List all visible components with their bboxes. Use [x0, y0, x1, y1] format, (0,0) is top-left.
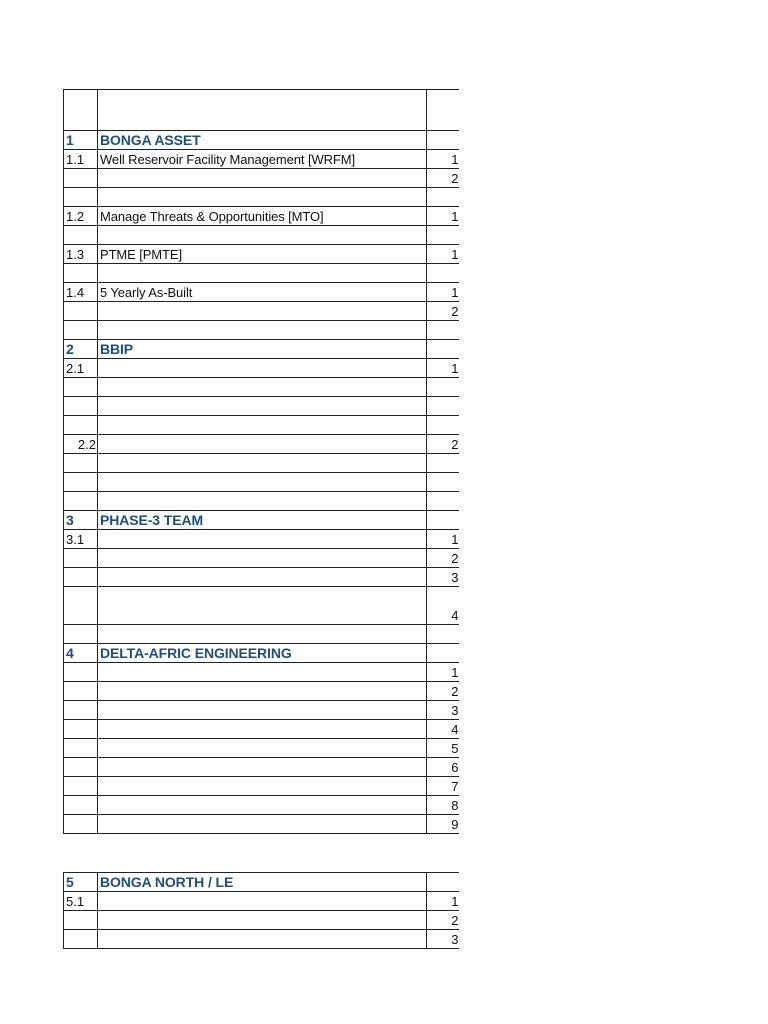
- section-row: [64, 644, 459, 663]
- table-row: [64, 930, 459, 949]
- cell-number[interactable]: [64, 321, 98, 340]
- table-row: [64, 150, 459, 169]
- cell-sub-index[interactable]: [427, 90, 459, 131]
- cell-sub-index[interactable]: 6: [427, 758, 459, 777]
- cell-sub-index[interactable]: 1: [427, 150, 459, 169]
- cell-sub-index[interactable]: 3: [427, 568, 459, 587]
- table-row: [64, 473, 459, 492]
- cell-description[interactable]: [98, 549, 427, 568]
- scope-table-bonga-north: [63, 872, 459, 949]
- section-row: [64, 131, 459, 150]
- cell-number[interactable]: [64, 625, 98, 644]
- cell-description[interactable]: [98, 378, 427, 397]
- cell-sub-index[interactable]: [427, 473, 459, 492]
- cell-number[interactable]: [64, 663, 98, 682]
- table-row: [64, 283, 459, 302]
- cell-number[interactable]: 1.3: [64, 245, 98, 264]
- cell-description[interactable]: [98, 739, 427, 758]
- table-row: [64, 416, 459, 435]
- cell-sub-index[interactable]: 9: [427, 815, 459, 834]
- cell-sub-index[interactable]: [427, 873, 459, 892]
- cell-sub-index[interactable]: [427, 226, 459, 245]
- cell-number[interactable]: 3.1: [64, 530, 98, 549]
- cell-number[interactable]: [64, 492, 98, 511]
- table-row: [64, 663, 459, 682]
- table-row: [64, 758, 459, 777]
- cell-description[interactable]: [98, 359, 427, 378]
- cell-number[interactable]: [64, 473, 98, 492]
- cell-description[interactable]: [98, 758, 427, 777]
- cell-sub-index[interactable]: [427, 321, 459, 340]
- table-row: [64, 397, 459, 416]
- cell-number[interactable]: [64, 169, 98, 188]
- cell-description[interactable]: Manage Threats & Opportunities [MTO]: [98, 207, 427, 226]
- cell-description[interactable]: BONGA NORTH / LE: [98, 873, 427, 892]
- cell-number[interactable]: [64, 777, 98, 796]
- cell-number[interactable]: [64, 930, 98, 949]
- cell-description[interactable]: [98, 226, 427, 245]
- table-row: [64, 90, 459, 131]
- cell-description[interactable]: [98, 397, 427, 416]
- cell-number[interactable]: [64, 682, 98, 701]
- cell-number[interactable]: 2.1: [64, 359, 98, 378]
- section-row: [64, 511, 459, 530]
- table-row: [64, 530, 459, 549]
- table-row: [64, 378, 459, 397]
- cell-description[interactable]: [98, 701, 427, 720]
- cell-description[interactable]: [98, 416, 427, 435]
- cell-sub-index[interactable]: 2: [427, 169, 459, 188]
- cell-description[interactable]: [98, 473, 427, 492]
- table-row: [64, 492, 459, 511]
- cell-number[interactable]: [64, 720, 98, 739]
- table-row: [64, 549, 459, 568]
- table-row: [64, 454, 459, 473]
- table-row: [64, 321, 459, 340]
- cell-number[interactable]: 5.1: [64, 892, 98, 911]
- cell-sub-index[interactable]: 4: [427, 720, 459, 739]
- table-row: [64, 568, 459, 587]
- cell-sub-index[interactable]: 4: [427, 587, 459, 625]
- table-row: [64, 911, 459, 930]
- cell-number[interactable]: 5: [64, 873, 98, 892]
- cell-description[interactable]: BONGA ASSET: [98, 131, 427, 150]
- cell-description[interactable]: PTME [PMTE]: [98, 245, 427, 264]
- cell-sub-index[interactable]: 2: [427, 549, 459, 568]
- cell-description[interactable]: [98, 264, 427, 283]
- section-row: [64, 873, 459, 892]
- cell-description[interactable]: [98, 568, 427, 587]
- cell-number[interactable]: [64, 454, 98, 473]
- cell-number[interactable]: [64, 302, 98, 321]
- cell-sub-index[interactable]: 1: [427, 892, 459, 911]
- table-row: [64, 264, 459, 283]
- cell-sub-index[interactable]: 1: [427, 245, 459, 264]
- cell-number[interactable]: 1.4: [64, 283, 98, 302]
- cell-description[interactable]: [98, 911, 427, 930]
- cell-description[interactable]: [98, 720, 427, 739]
- cell-description[interactable]: [98, 796, 427, 815]
- table-row: [64, 435, 459, 454]
- cell-description[interactable]: 5 Yearly As-Built: [98, 283, 427, 302]
- cell-sub-index[interactable]: [427, 416, 459, 435]
- cell-sub-index[interactable]: [427, 188, 459, 207]
- cell-sub-index[interactable]: [427, 378, 459, 397]
- table-row: [64, 701, 459, 720]
- cell-sub-index[interactable]: [427, 264, 459, 283]
- cell-sub-index[interactable]: 1: [427, 663, 459, 682]
- cell-description[interactable]: [98, 169, 427, 188]
- cell-description[interactable]: Well Reservoir Facility Management [WRFM]: [98, 150, 427, 169]
- cell-number[interactable]: [64, 796, 98, 815]
- cell-sub-index[interactable]: [427, 340, 459, 359]
- table-row: [64, 226, 459, 245]
- cell-description[interactable]: [98, 90, 427, 131]
- cell-number[interactable]: 4: [64, 644, 98, 663]
- cell-description[interactable]: [98, 454, 427, 473]
- cell-number[interactable]: 1.1: [64, 150, 98, 169]
- cell-number[interactable]: [64, 378, 98, 397]
- cell-description[interactable]: [98, 188, 427, 207]
- cell-sub-index[interactable]: 2: [427, 682, 459, 701]
- table-row: [64, 892, 459, 911]
- table-row: [64, 302, 459, 321]
- cell-number[interactable]: [64, 587, 98, 625]
- cell-description[interactable]: [98, 321, 427, 340]
- cell-number[interactable]: [64, 416, 98, 435]
- cell-description[interactable]: [98, 435, 427, 454]
- cell-sub-index[interactable]: 2: [427, 302, 459, 321]
- cell-sub-index[interactable]: 1: [427, 283, 459, 302]
- cell-description[interactable]: [98, 492, 427, 511]
- cell-description[interactable]: [98, 777, 427, 796]
- table-row: [64, 169, 459, 188]
- cell-description[interactable]: [98, 302, 427, 321]
- cell-number[interactable]: [64, 188, 98, 207]
- cell-number[interactable]: [64, 739, 98, 758]
- cell-number[interactable]: [64, 701, 98, 720]
- cell-sub-index[interactable]: [427, 625, 459, 644]
- cell-sub-index[interactable]: 1: [427, 207, 459, 226]
- cell-sub-index[interactable]: 2: [427, 911, 459, 930]
- table-row: [64, 188, 459, 207]
- cell-sub-index[interactable]: 3: [427, 930, 459, 949]
- cell-number[interactable]: [64, 397, 98, 416]
- cell-description[interactable]: [98, 530, 427, 549]
- cell-number[interactable]: [64, 549, 98, 568]
- cell-number[interactable]: [64, 90, 98, 131]
- cell-sub-index[interactable]: 1: [427, 530, 459, 549]
- scope-table-main: [63, 89, 459, 834]
- table-row: [64, 587, 459, 625]
- cell-sub-index[interactable]: 7: [427, 777, 459, 796]
- cell-number[interactable]: [64, 758, 98, 777]
- table-row: [64, 682, 459, 701]
- cell-sub-index[interactable]: 1: [427, 359, 459, 378]
- cell-sub-index[interactable]: 8: [427, 796, 459, 815]
- cell-description[interactable]: [98, 815, 427, 834]
- cell-description[interactable]: PHASE-3 TEAM: [98, 511, 427, 530]
- cell-description[interactable]: [98, 587, 427, 625]
- cell-number[interactable]: 2: [64, 340, 98, 359]
- cell-description[interactable]: [98, 663, 427, 682]
- cell-sub-index[interactable]: [427, 131, 459, 150]
- cell-number[interactable]: 2.2: [64, 435, 98, 454]
- section-row: [64, 340, 459, 359]
- cell-description[interactable]: [98, 930, 427, 949]
- cell-number[interactable]: 1.2: [64, 207, 98, 226]
- cell-description[interactable]: [98, 892, 427, 911]
- cell-sub-index[interactable]: [427, 644, 459, 663]
- cell-description[interactable]: DELTA-AFRIC ENGINEERING: [98, 644, 427, 663]
- table-row: [64, 207, 459, 226]
- cell-sub-index[interactable]: [427, 454, 459, 473]
- cell-sub-index[interactable]: [427, 511, 459, 530]
- cell-description[interactable]: [98, 625, 427, 644]
- cell-number[interactable]: 1: [64, 131, 98, 150]
- cell-number[interactable]: [64, 815, 98, 834]
- cell-sub-index[interactable]: 3: [427, 701, 459, 720]
- cell-sub-index[interactable]: 5: [427, 739, 459, 758]
- cell-number[interactable]: [64, 568, 98, 587]
- table-row: [64, 796, 459, 815]
- cell-sub-index[interactable]: [427, 397, 459, 416]
- cell-number[interactable]: [64, 911, 98, 930]
- cell-sub-index[interactable]: [427, 492, 459, 511]
- table-row: [64, 720, 459, 739]
- cell-number[interactable]: [64, 264, 98, 283]
- table-row: [64, 739, 459, 758]
- cell-description[interactable]: BBIP: [98, 340, 427, 359]
- cell-number[interactable]: 3: [64, 511, 98, 530]
- table-row: [64, 815, 459, 834]
- cell-number[interactable]: [64, 226, 98, 245]
- table-row: [64, 625, 459, 644]
- table-row: [64, 777, 459, 796]
- table-row: [64, 245, 459, 264]
- cell-sub-index[interactable]: 2: [427, 435, 459, 454]
- cell-description[interactable]: [98, 682, 427, 701]
- table-row: [64, 359, 459, 378]
